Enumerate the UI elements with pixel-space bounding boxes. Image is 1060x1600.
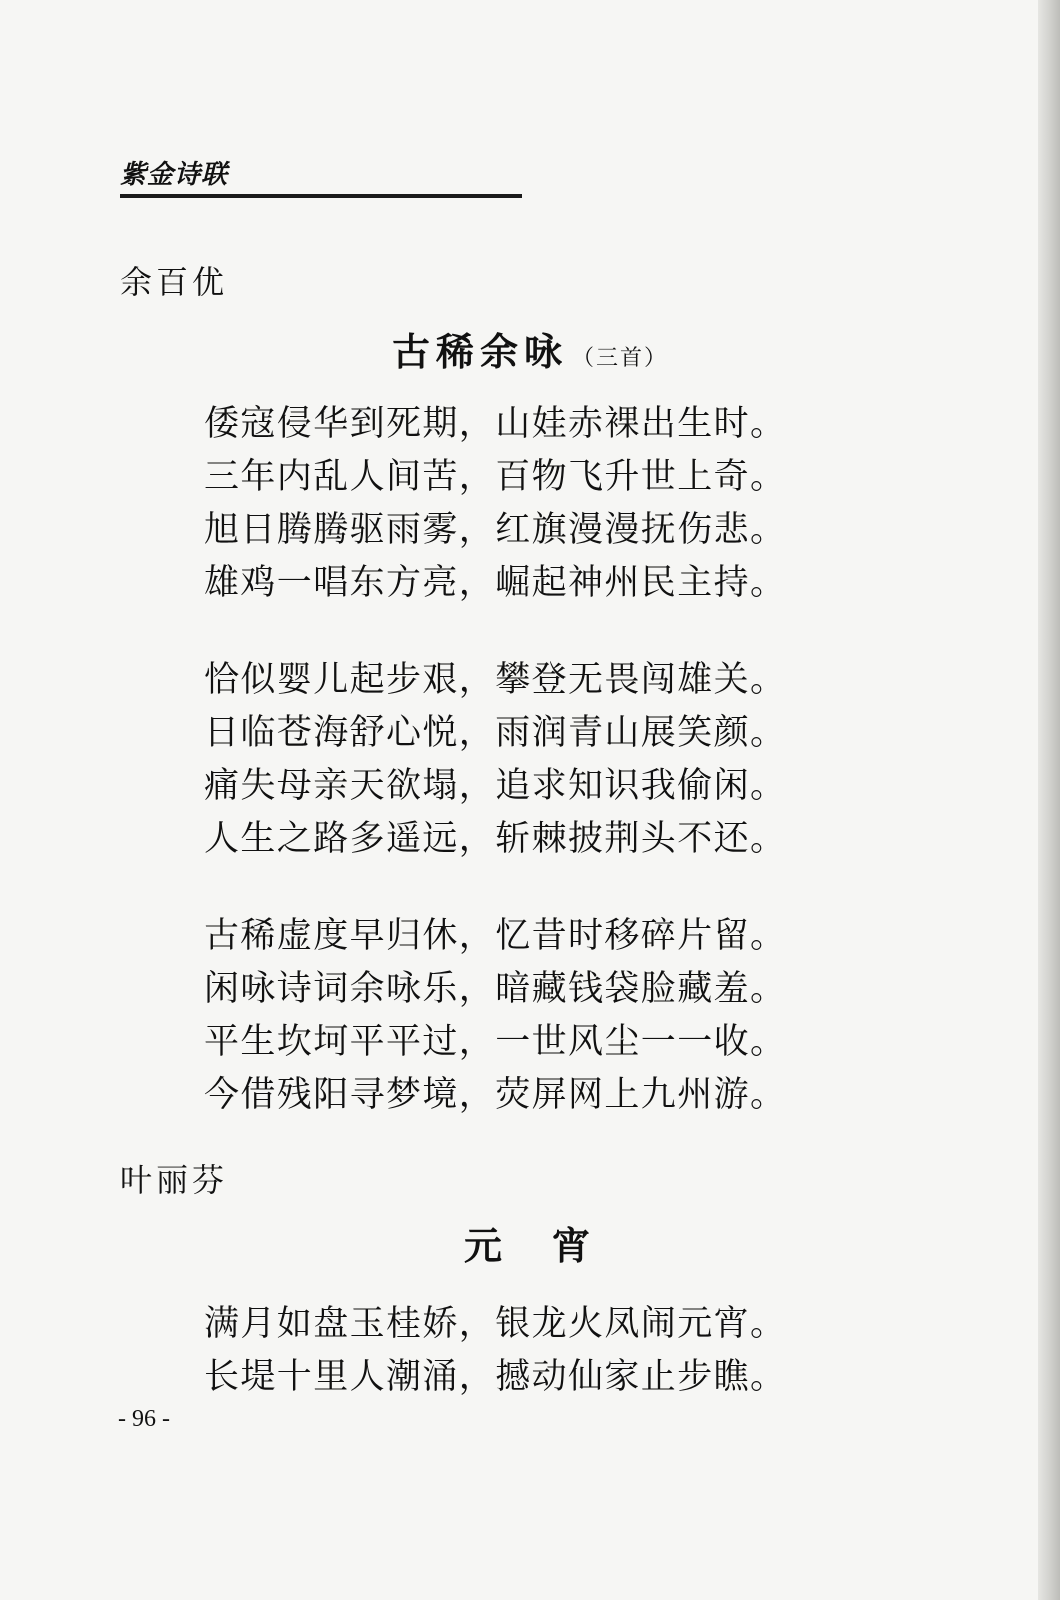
poem-line: 古稀虚度早归休，忆昔时移碎片留。	[204, 916, 787, 956]
page-number: - 96 -	[118, 1406, 170, 1432]
poem-line: 恰似婴儿起步艰，攀登无畏闯雄关。	[204, 660, 787, 700]
poem-line: 日临苍海舒心悦，雨润青山展笑颜。	[204, 713, 787, 753]
running-header-title: 紫金诗联	[120, 160, 229, 190]
poem-line: 闲咏诗词余咏乐，暗藏钱袋脸藏羞。	[204, 969, 787, 1009]
poem-title	[0, 1222, 1060, 1270]
poem-line: 旭日腾腾驱雨雾，红旗漫漫抚伤悲。	[204, 510, 787, 550]
poem-line: 长堤十里人潮涌，撼动仙家止步瞧。	[204, 1357, 787, 1397]
stanza	[204, 654, 844, 866]
stanza	[204, 1298, 844, 1404]
author-name: 叶丽芬	[120, 1161, 229, 1199]
stanza	[204, 398, 844, 610]
poem-line: 三年内乱人间苦，百物飞升世上奇。	[204, 457, 787, 497]
poem-line: 雄鸡一唱东方亮，崛起神州民主持。	[204, 563, 787, 603]
poem-body	[204, 398, 844, 1166]
page-edge-shadow	[1038, 0, 1060, 1600]
poem-line: 今借残阳寻梦境，荧屏网上九州游。	[204, 1075, 787, 1115]
running-header	[120, 158, 522, 198]
poem-title-text: 元 宵	[463, 1223, 596, 1268]
poem-line: 倭寇侵华到死期，山娃赤裸出生时。	[204, 404, 787, 444]
author-name: 余百优	[120, 263, 229, 301]
poem-line: 平生坎坷平平过，一世风尘一一收。	[204, 1022, 787, 1062]
poem-title-text: 古稀余咏	[391, 329, 568, 374]
poem-line: 满月如盘玉桂娇，银龙火凤闹元宵。	[204, 1304, 787, 1344]
poem-line: 痛失母亲天欲塌，追求知识我偷闲。	[204, 766, 787, 806]
poem-title	[0, 328, 1060, 383]
header-rule	[120, 194, 522, 198]
stanza	[204, 910, 844, 1122]
poem-title-note: （三首）	[572, 346, 669, 371]
poem-line: 人生之路多遥远，斩棘披荆头不还。	[204, 819, 787, 859]
poem-body	[204, 1298, 844, 1448]
